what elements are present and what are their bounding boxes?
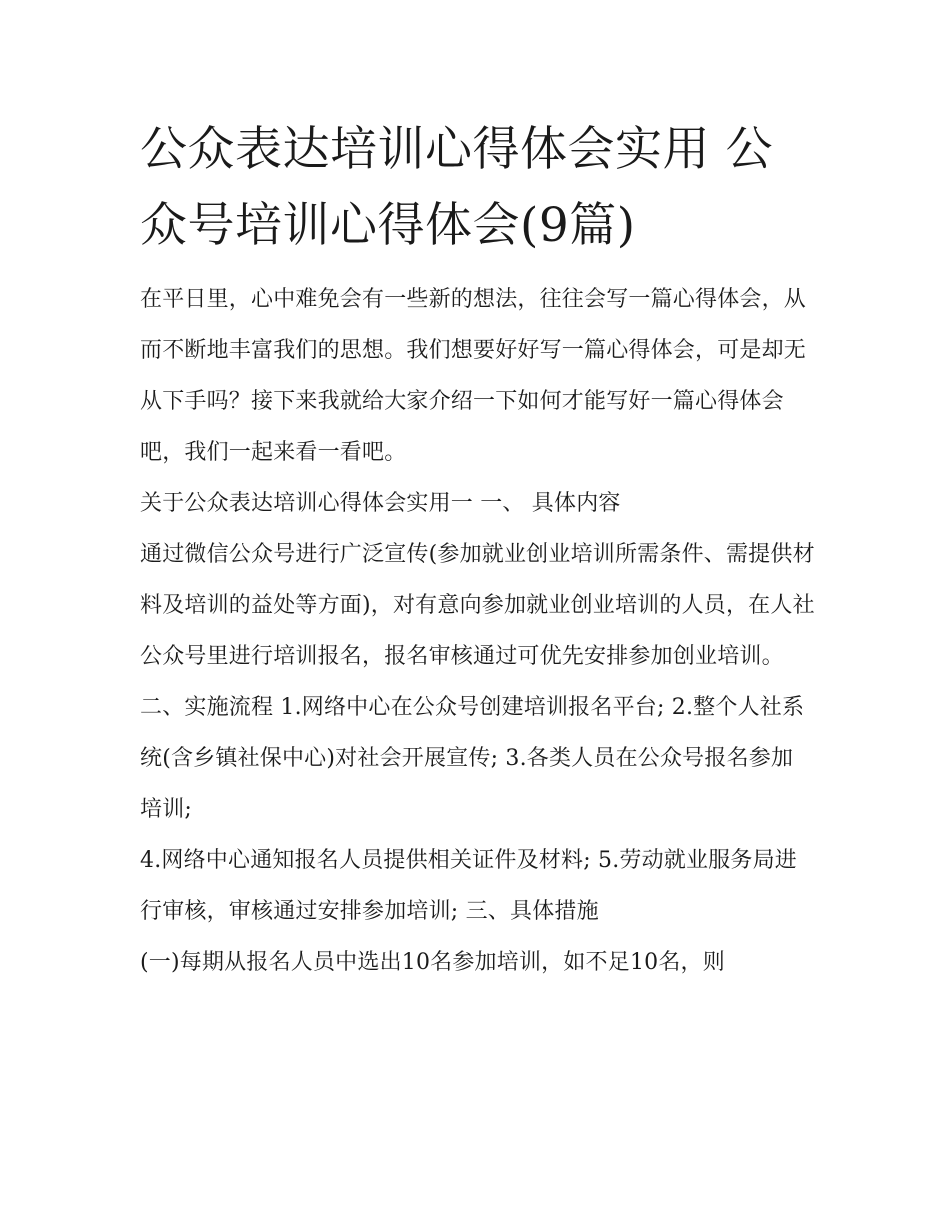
paragraph-process: 二、实施流程 1.网络中心在公众号创建培训报名平台; 2.整个人社系统(含乡镇社保中心)对社会开展宣传; 3.各类人员在公众号报名参加培训; [140, 695, 805, 822]
paragraph-intro: 在平日里，心中难免会有一些新的想法，往往会写一篇心得体会，从而不断地丰富我们的思想。我们想要好好写一篇心得体会，可是却无从下手吗？接下来我就给大家介绍一下如何才能写好一篇心得体会吧，我们一起来看一看吧。 [140, 287, 807, 465]
paragraph-section-heading: 关于公众表达培训心得体会实用一 一、 具体内容 [140, 491, 621, 516]
paragraph-measures: (一)每期从报名人员中选出10名参加培训，如不足10名，则 [140, 950, 725, 975]
document-title: 公众表达培训心得体会实用 公众号培训心得体会(9篇) [140, 122, 773, 253]
paragraph-content: 通过微信公众号进行广泛宣传(参加就业创业培训所需条件、需提供材料及培训的益处等方面)，对有意向参加就业创业培训的人员，在人社公众号里进行培训报名，报名审核通过可优先安排参加创业培训。 [140, 542, 815, 669]
document-body [140, 274, 815, 988]
paragraph-process-continued: 4.网络中心通知报名人员提供相关证件及材料; 5.劳动就业服务局进行审核，审核通过安排参加培训; 三、具体措施 [140, 848, 797, 924]
document-page [140, 112, 815, 988]
